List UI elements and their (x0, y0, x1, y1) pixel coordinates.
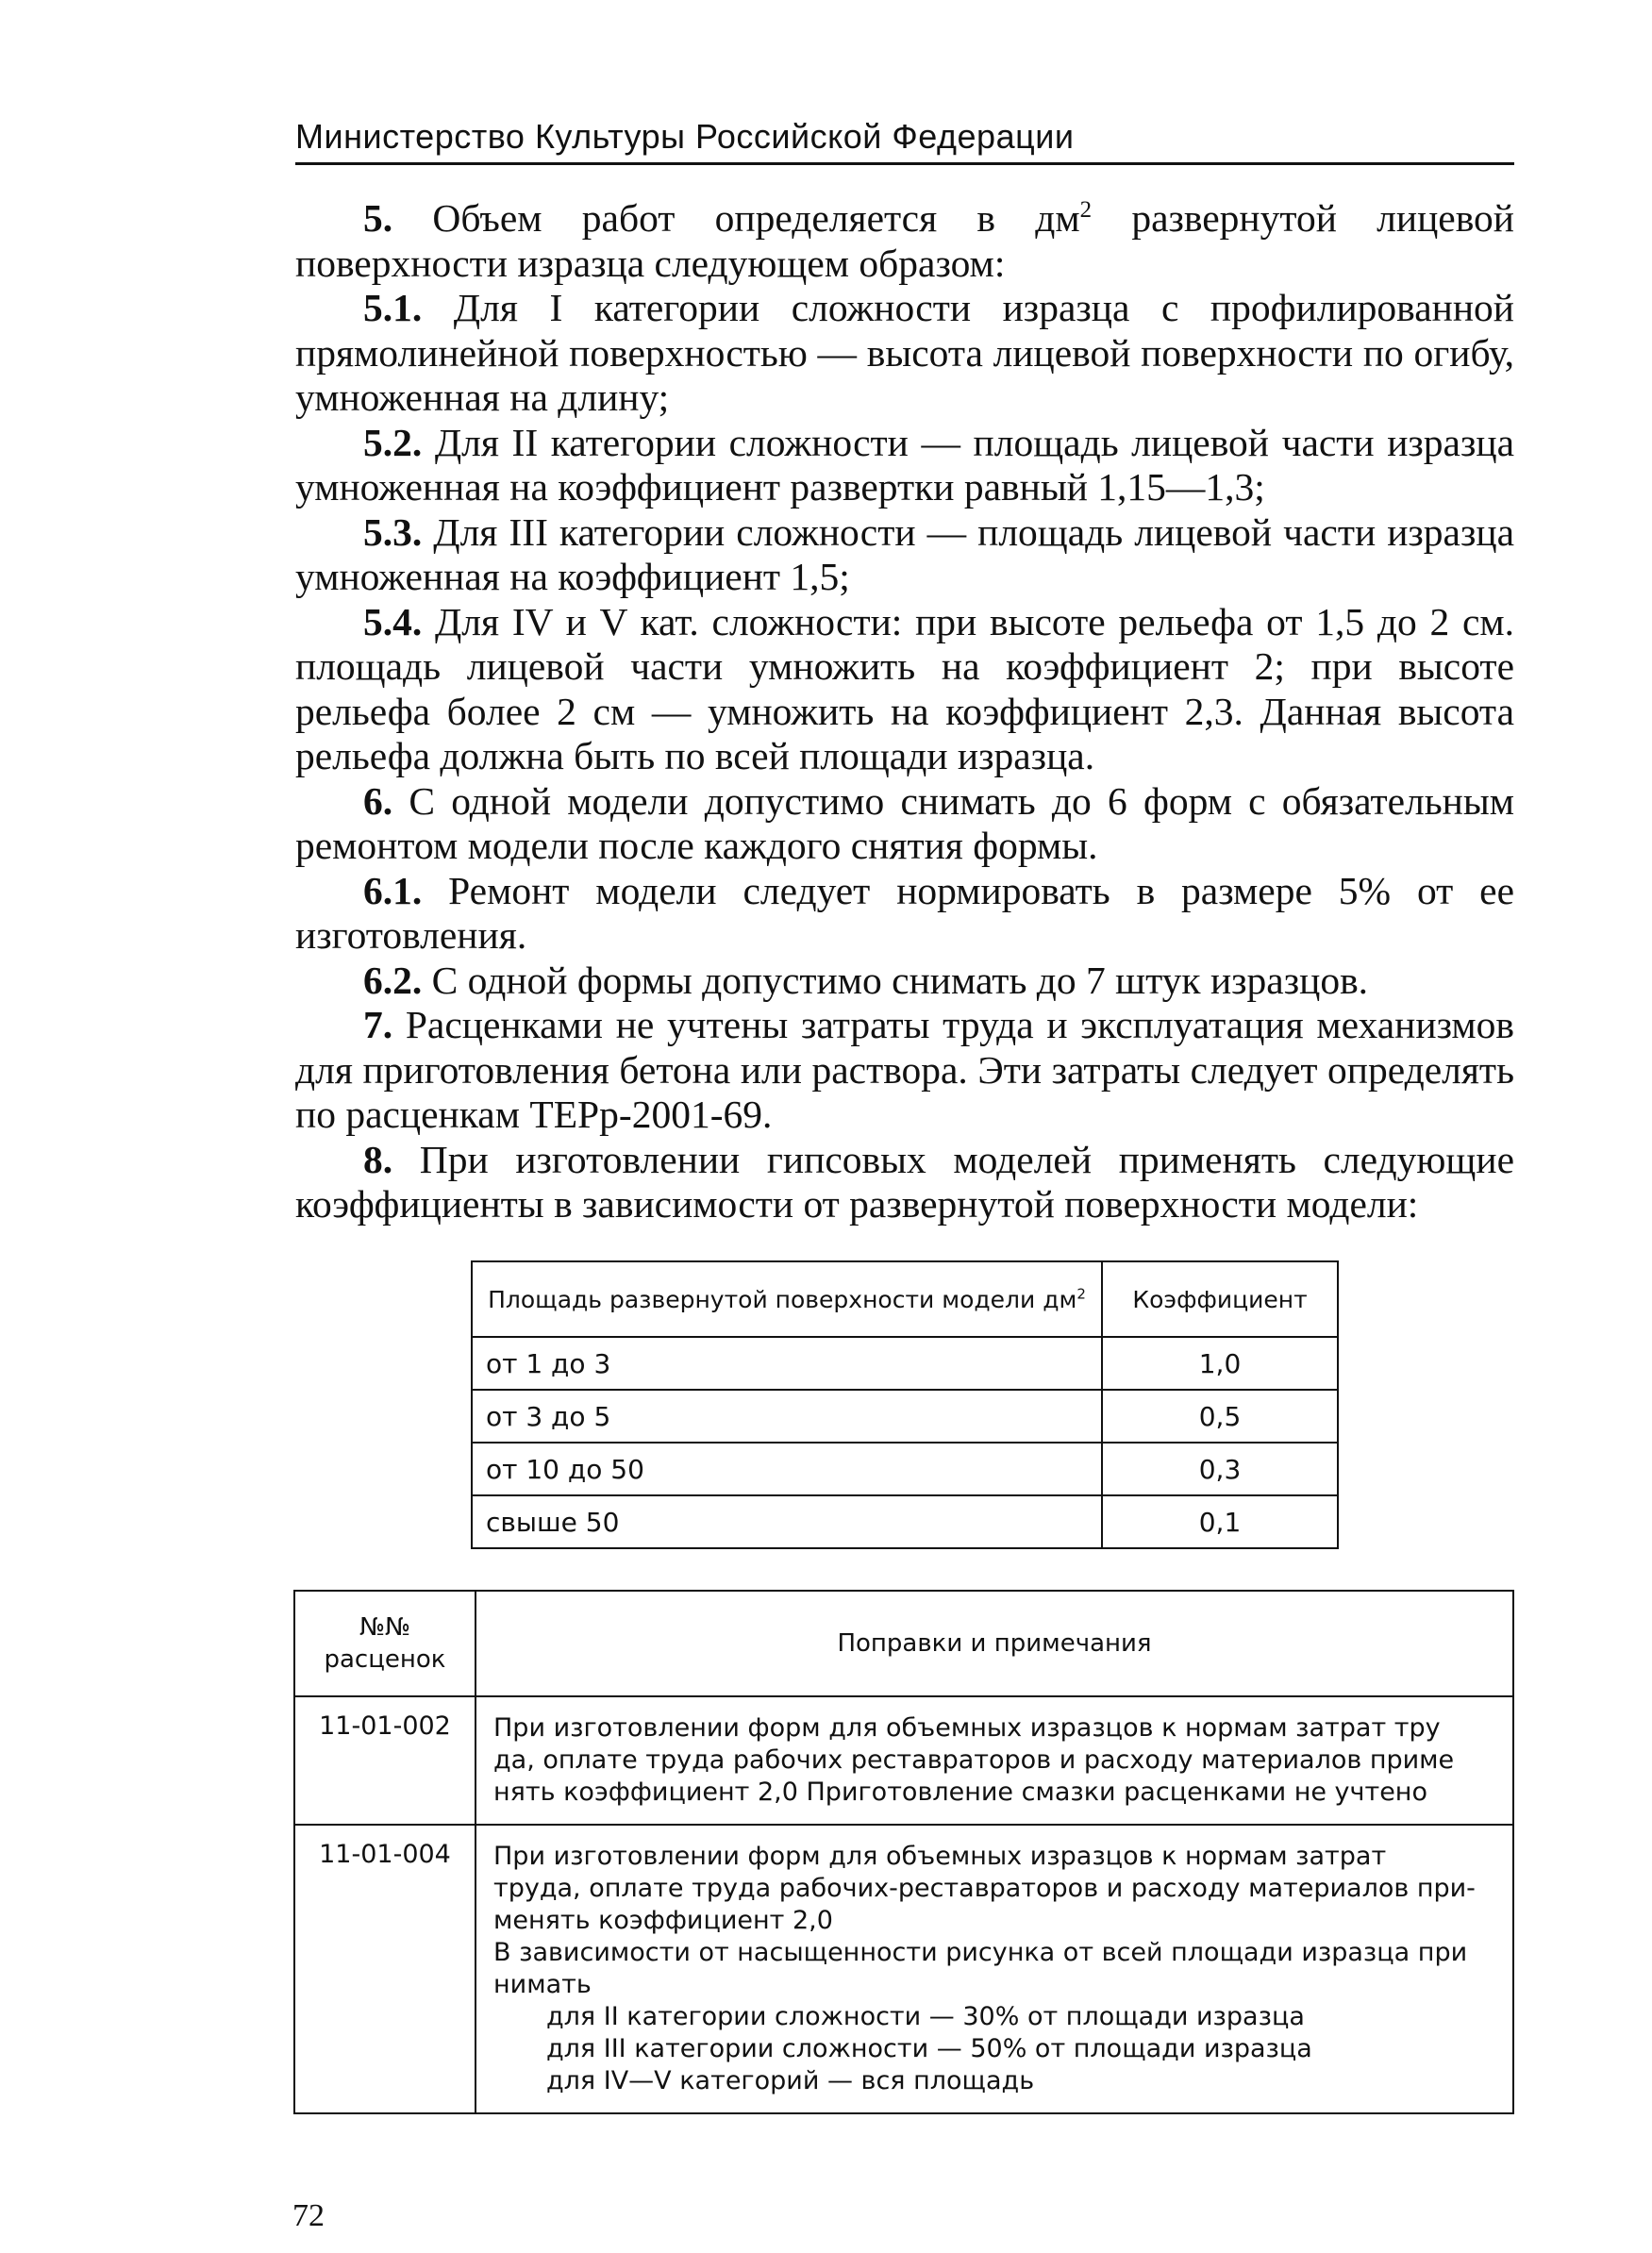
range-cell: свыше 50 (472, 1495, 1102, 1548)
header-coefficient: Коэффициент (1102, 1261, 1338, 1337)
note-text: При изготовлении форм для объемных изразцов к нормам затрат тру да, оплате труда рабочих реставраторов и расходу материалов приме нять коэффициент 2,0 Приготовление смазки расценками не учтено (476, 1696, 1513, 1825)
body-text (295, 196, 1514, 1227)
paragraph-8: 8. При изготовлении гипсовых моделей применять следующие коэффициенты в зависимости от развернутой поверхности модели: (295, 1137, 1514, 1226)
table-row (472, 1443, 1338, 1495)
paragraph-5-2: 5.2. Для II категории сложности — площадь лицевой части изразца умноженная на коэффициент развертки равный 1,15—1,3; (295, 420, 1514, 509)
range-cell: от 3 до 5 (472, 1390, 1102, 1443)
rate-code: 11-01-004 (294, 1825, 476, 2113)
paragraph-6: 6. С одной модели допустимо снимать до 6 форм с обязательным ремонтом модели после каждого снятия формы. (295, 778, 1514, 867)
paragraph-6-2: 6.2. С одной формы допустимо снимать до 7 штук изразцов. (363, 958, 1369, 1002)
notes-header-row (294, 1591, 1513, 1696)
header-notes: Поправки и примечания (476, 1591, 1513, 1696)
paragraph-5: 5. Объем работ определяется в $дм^2$ развернутой лицевой поверхности изразца следующем образом: (295, 196, 1514, 285)
paragraph-5-4: 5.4. Для IV и V кат. сложности: при высоте рельефа от 1,5 до 2 см. площадь лицевой части умножить на коэффициент 2; при высоте рельефа более 2 см — умножить на коэффициент 2,3. Данная высота рельефа должна быть по всей площади изразца. (295, 599, 1514, 777)
header-area: Площадь развернутой поверхности модели $дм^2$ (472, 1261, 1102, 1337)
coefficient-cell: 0,3 (1102, 1443, 1338, 1495)
notes-table (293, 1590, 1514, 2114)
table-row (472, 1337, 1338, 1390)
range-cell: от 10 до 50 (472, 1443, 1102, 1495)
table-row (472, 1390, 1338, 1443)
note-text: При изготовлении форм для объемных изразцов к нормам затрат труда, оплате труда рабочих-реставраторов и расходу материалов при- менять коэффициент 2,0 В зависимости от насыщенности рисунка от всей площади изразца при нимать для II категории сложности — 30% от площади изразца для III категории сложности — 50% от площади изразца для IV—V категорий — вся площадь (476, 1825, 1513, 2113)
coefficient-table (471, 1260, 1339, 1549)
notes-row (294, 1696, 1513, 1825)
table-row (472, 1495, 1338, 1548)
running-header: Министерство Культуры Российской Федерации (295, 117, 1514, 165)
notes-row (294, 1825, 1513, 2113)
coefficient-cell: 1,0 (1102, 1337, 1338, 1390)
page-number: 72 (292, 2198, 325, 2233)
rate-code: 11-01-002 (294, 1696, 476, 1825)
paragraph-7: 7. Расценками не учтены затраты труда и эксплуатация механизмов для приготовления бетона или раствора. Эти затраты следует определять по расценкам ТЕРр-2001-69. (295, 1003, 1514, 1136)
coefficient-cell: 0,5 (1102, 1390, 1338, 1443)
paragraph-5-3: 5.3. Для III категории сложности — площадь лицевой части изразца умноженная на коэффициент 1,5; (295, 509, 1514, 598)
coefficient-cell: 0,1 (1102, 1495, 1338, 1548)
paragraph-6-1: 6.1. Ремонт модели следует нормировать в размере 5% от ее изготовления. (295, 868, 1514, 957)
range-cell: от 1 до 3 (472, 1337, 1102, 1390)
table-header-row (472, 1261, 1338, 1337)
header-codes: №№ расценок (294, 1591, 476, 1696)
paragraph-5-1: 5.1. Для I категории сложности изразца с профилированной прямолинейной поверхностью — высота лицевой поверхности по огибу, умноженная на длину; (295, 286, 1514, 419)
